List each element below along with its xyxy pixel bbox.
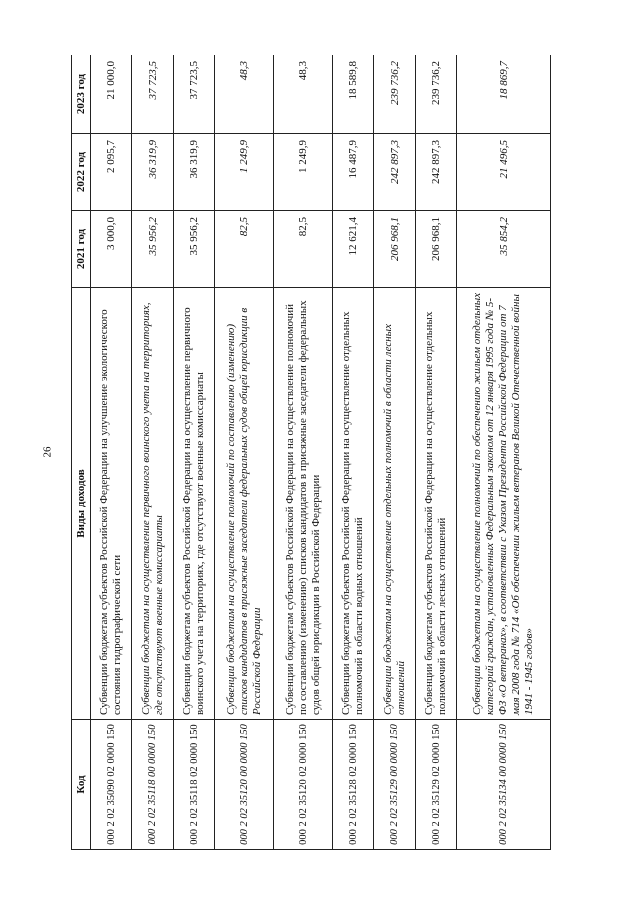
header-2022: 2022 год [72,134,91,211]
cell-2022: 2 095,7 [91,134,132,211]
cell-2021: 82,5 [274,211,333,288]
cell-2022: 21 496,5 [457,134,551,211]
cell-name: Субвенции бюджетам субъектов Российской Федерации на улучшение экологического состояния гидрографической сети [91,288,132,720]
table-header-row [72,55,91,850]
cell-code: 000 2 02 35128 02 0000 150 [333,720,374,850]
page-number: 26 [41,446,54,458]
table-row [91,55,132,850]
cell-name: Субвенции бюджетам на осуществление полномочий по составлению (изменению) списков кандидатов в присяжные заседатели федеральных судов общей юрисдикции в Российской Федерации [215,288,274,720]
cell-2023: 37 723,5 [173,55,214,134]
cell-name: Субвенции бюджетам на осуществление первичного воинского учета на территориях, где отсутствуют военные комиссариаты [132,288,173,720]
cell-2021: 12 621,4 [333,211,374,288]
cell-2023: 239 736,2 [374,55,415,134]
cell-2021: 82,5 [215,211,274,288]
cell-2021: 206 968,1 [374,211,415,288]
cell-name: Субвенции бюджетам на осуществление полномочий по обеспечению жильем отдельных категорий граждан, установленных Федеральным законом от 12 января 1995 года № 5-ФЗ «О ветеранах», в соответствии с Указом Президента Российской Федерации от 7 мая 2008 года № 714 «Об обеспечении жильем ветеранов Великой Отечественной войны 1941 - 1945 годов» [457,288,551,720]
cell-name: Субвенции бюджетам субъектов Российской Федерации на осуществление полномочий по составлению (изменению) списков кандидатов в присяжные заседатели федеральных судов общей юрисдикции в Российской Федерации [274,288,333,720]
cell-2021: 3 000,0 [91,211,132,288]
table-row [333,55,374,850]
cell-2023: 48,3 [215,55,274,134]
cell-code: 000 2 02 35118 00 0000 150 [132,720,173,850]
cell-name: Субвенции бюджетам на осуществление отдельных полномочий в области лесных отношений [374,288,415,720]
cell-2023: 18 869,7 [457,55,551,134]
cell-2021: 35 956,2 [173,211,214,288]
cell-2022: 16 487,9 [333,134,374,211]
revenue-table [71,55,551,850]
header-2023: 2023 год [72,55,91,134]
table-row [173,55,214,850]
cell-code: 000 2 02 35134 00 0000 150 [457,720,551,850]
cell-code: 000 2 02 35120 00 0000 150 [215,720,274,850]
cell-2022: 1 249,9 [215,134,274,211]
table-wrapper [71,55,551,850]
rotated-table-area [71,55,551,850]
cell-code: 000 2 02 35118 02 0000 150 [173,720,214,850]
header-code: Код [72,720,91,850]
table-row [132,55,173,850]
table-row [374,55,415,850]
cell-2022: 242 897,3 [374,134,415,211]
cell-2023: 18 589,8 [333,55,374,134]
cell-2022: 36 319,9 [132,134,173,211]
table-row [457,55,551,850]
cell-code: 000 2 02 35129 00 0000 150 [374,720,415,850]
cell-2022: 36 319,9 [173,134,214,211]
cell-2023: 21 000,0 [91,55,132,134]
cell-name: Субвенции бюджетам субъектов Российской Федерации на осуществление отдельных полномочий в области лесных отношений [415,288,456,720]
table-row [415,55,456,850]
table-row [274,55,333,850]
cell-2023: 239 736,2 [415,55,456,134]
header-name: Виды доходов [72,288,91,720]
cell-code: 000 2 02 35129 02 0000 150 [415,720,456,850]
cell-code: 000 2 02 35120 02 0000 150 [274,720,333,850]
cell-code: 000 2 02 35090 02 0000 150 [91,720,132,850]
cell-name: Субвенции бюджетам субъектов Российской Федерации на осуществление первичного воинского учета на территориях, где отсутствуют военные комиссариаты [173,288,214,720]
table-row [215,55,274,850]
cell-2023: 48,3 [274,55,333,134]
cell-2023: 37 723,5 [132,55,173,134]
cell-2021: 206 968,1 [415,211,456,288]
cell-2022: 242 897,3 [415,134,456,211]
header-2021: 2021 год [72,211,91,288]
cell-name: Субвенции бюджетам субъектов Российской Федерации на осуществление отдельных полномочий в области водных отношений [333,288,374,720]
cell-2021: 35 854,2 [457,211,551,288]
cell-2021: 35 956,2 [132,211,173,288]
cell-2022: 1 249,9 [274,134,333,211]
